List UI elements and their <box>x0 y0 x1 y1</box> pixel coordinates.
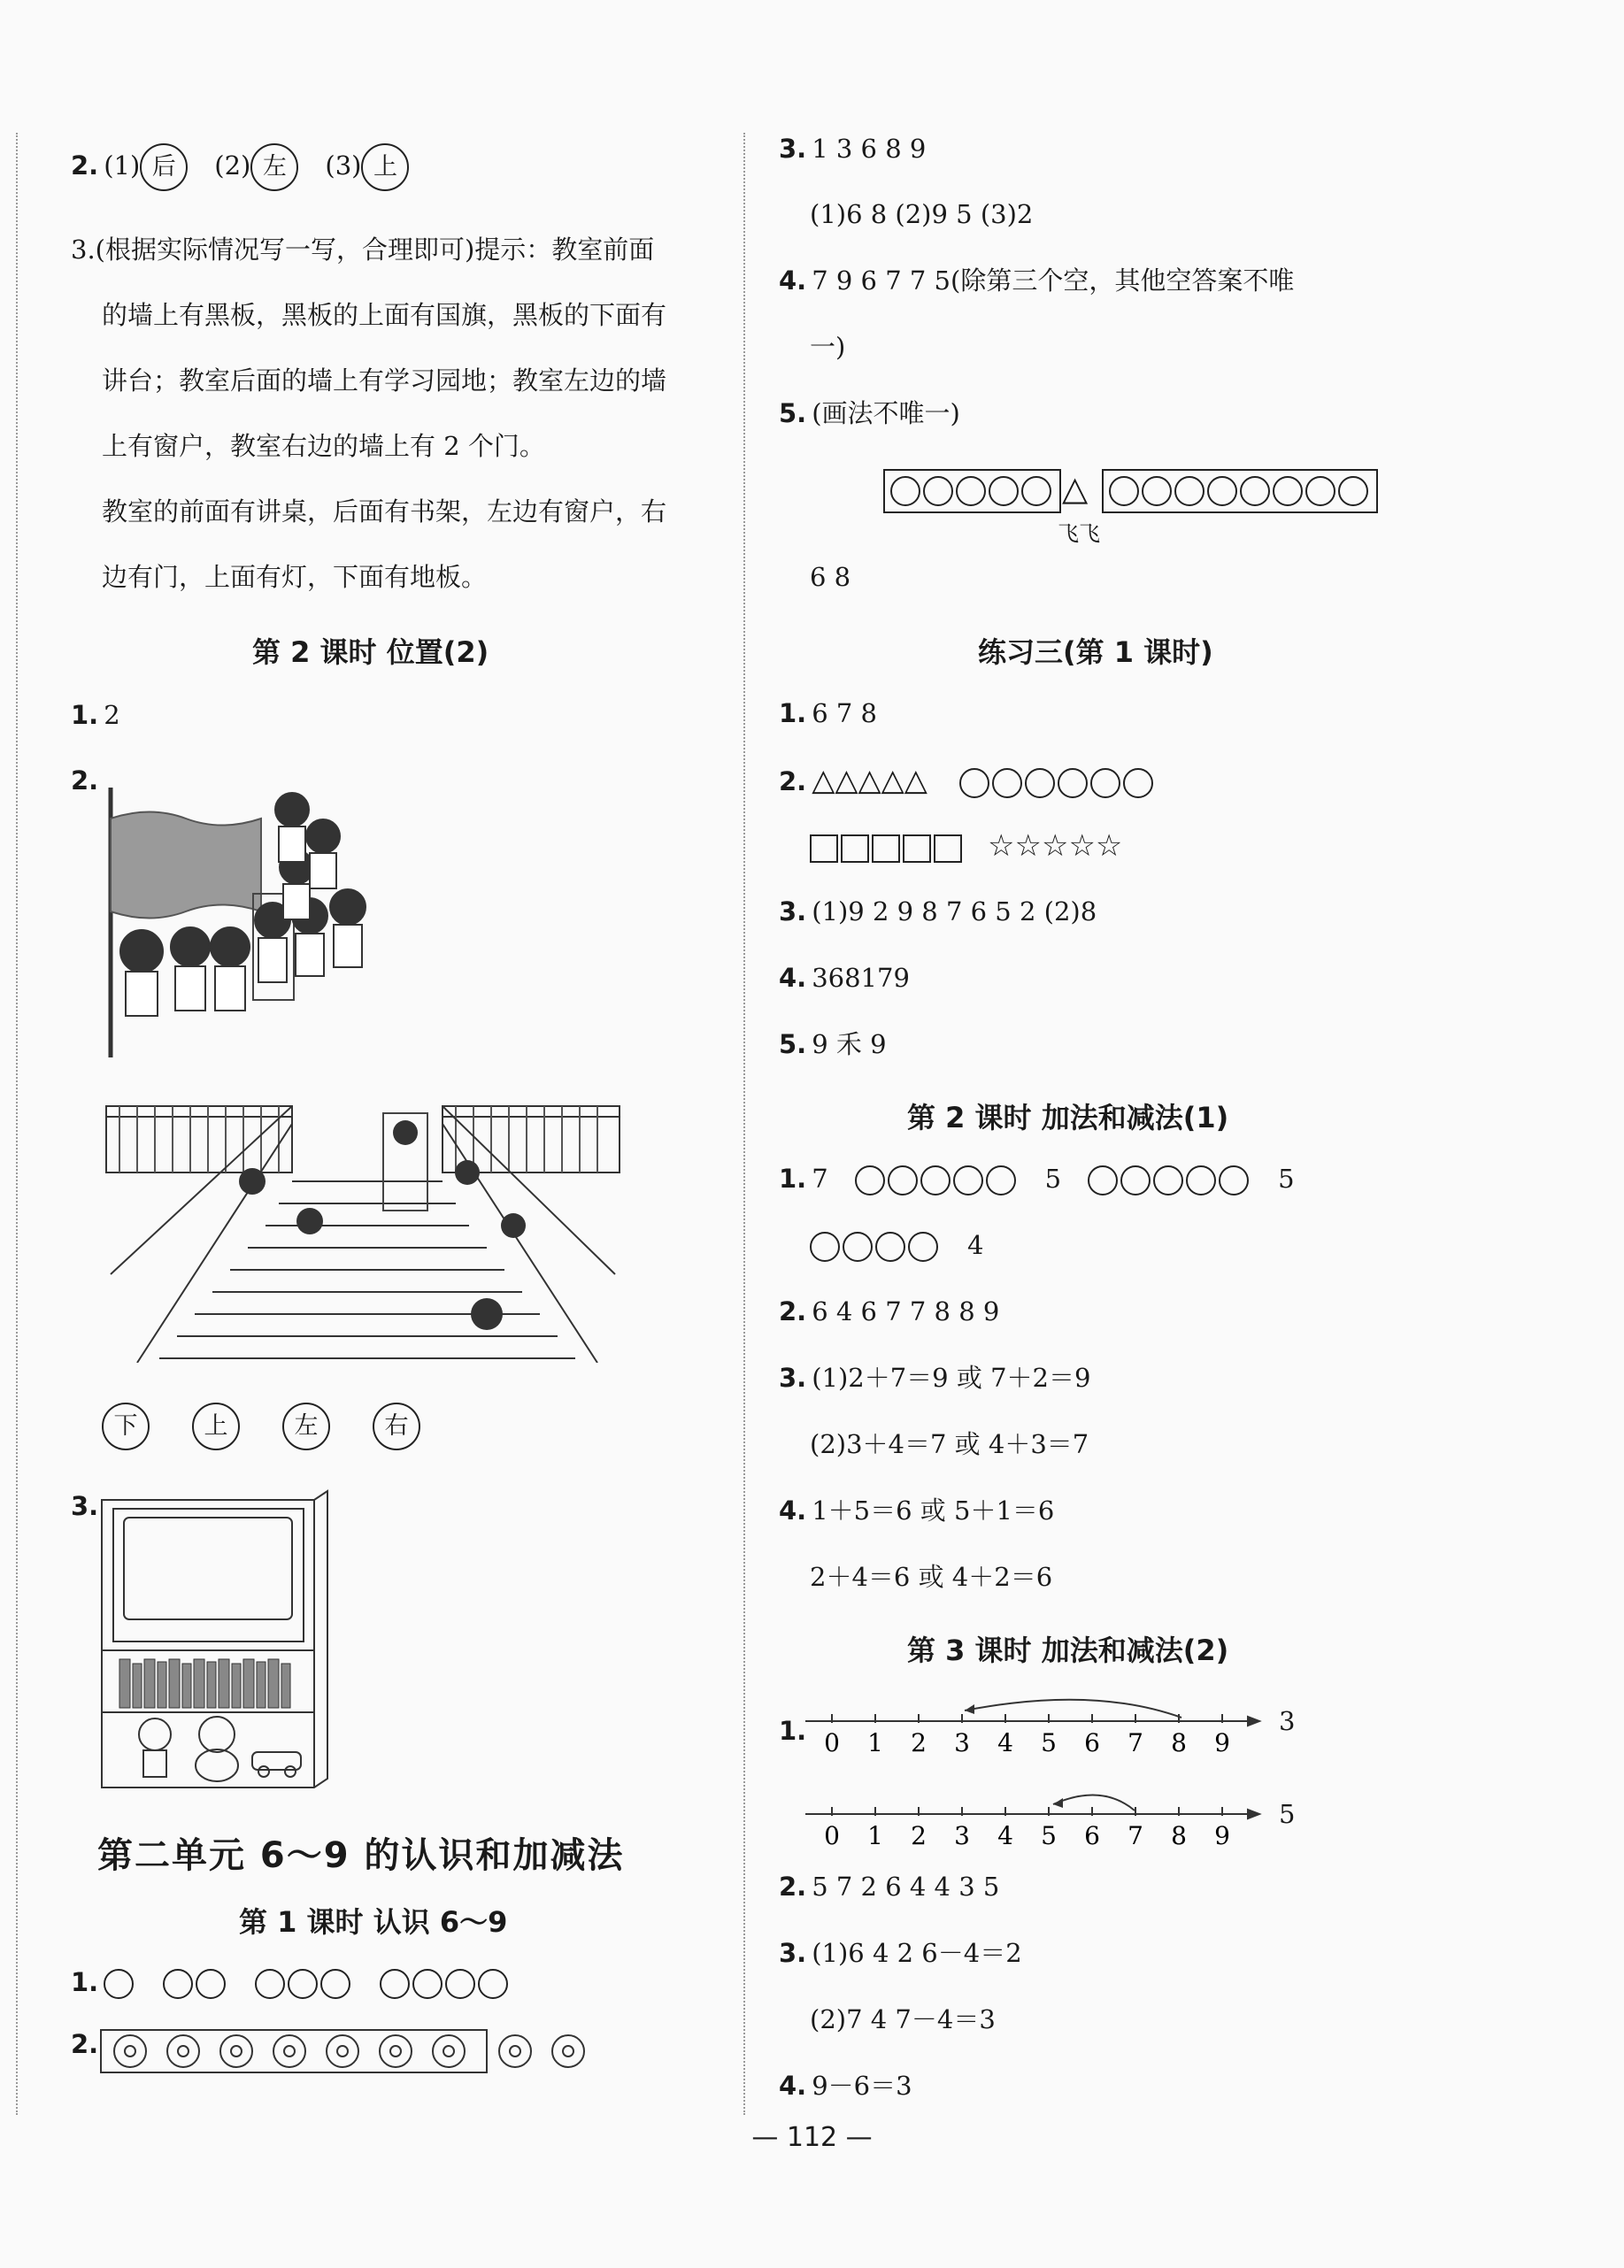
circled-answer: 左 <box>250 143 298 191</box>
answer-l2-q2: 2. 6 4 6 7 7 8 8 9 <box>779 1296 1000 1326</box>
circled-choice: 下 <box>102 1403 150 1450</box>
answer-q3-line: 边有门，上面有灯，下面有地板。 <box>102 562 488 592</box>
answer-q3-line: 教室的前面有讲桌，后面有书架，左边有窗户，右 <box>102 496 667 527</box>
answer-ex3-q3: 3. (1)9 2 9 8 7 6 5 2 (2)8 <box>779 896 1097 926</box>
question-number: 2. <box>71 150 99 181</box>
page-number: — 112 — <box>751 2122 873 2153</box>
circled-answer: 上 <box>361 143 409 191</box>
answer-r-q4-cont: 一) <box>810 332 846 362</box>
section-title: 练习三(第 1 课时) <box>978 635 1213 669</box>
triangle-marker: △ <box>1062 469 1089 508</box>
answer-l2-q1-row2: 4 <box>810 1227 983 1263</box>
section-title: 第 2 课时 加法和减法(1) <box>907 1101 1229 1134</box>
bookshelf-illustration <box>97 1487 332 1792</box>
answer-ex3-q2: 2. △△△△△ <box>779 763 1156 799</box>
answer-l2-q3-b: (2)3＋4＝7 或 4＋3＝7 <box>810 1429 1089 1459</box>
answer-q3-line: 3.(根据实际情况写一写，合理即可)提示：教室前面 <box>71 234 655 265</box>
column-divider <box>743 133 745 2115</box>
answer-ex3-q2-row2: ☆☆☆☆☆ <box>810 828 1122 865</box>
answer-l3-q3: 3. (1)6 4 2 6－4＝2 <box>779 1938 1022 1968</box>
numberline-tick-label: 5 <box>1041 1821 1057 1850</box>
circled-answer: 后 <box>140 143 188 191</box>
unit-title: 第二单元 6～9 的认识和加减法 <box>97 1835 625 1876</box>
flag-children-illustration <box>97 770 398 1062</box>
numberline-tick-label: 3 <box>954 1821 970 1850</box>
answer-u-q2-number: 2. <box>71 2029 99 2059</box>
numberline-tick-label: 1 <box>867 1728 883 1757</box>
stairs-illustration <box>102 1097 624 1363</box>
numberline-tick-label: 3 <box>954 1728 970 1757</box>
numberline-tick-label: 6 <box>1084 1821 1100 1850</box>
numberline-tick-label: 6 <box>1084 1728 1100 1757</box>
numberline-tick-label: 4 <box>997 1728 1013 1757</box>
answer-q3-line: 的墙上有黑板，黑板的上面有国旗，黑板的下面有 <box>102 300 667 330</box>
numberline-tick-label: 5 <box>1041 1728 1057 1757</box>
numberline-tick-label: 8 <box>1171 1728 1187 1757</box>
numberline-tick-label: 9 <box>1214 1821 1230 1850</box>
answer-u-q1: 1. <box>71 1964 511 2000</box>
section-title: 第 2 课时 位置(2) <box>252 635 489 669</box>
left-margin-rule <box>16 133 18 2115</box>
numberline-tick-label: 0 <box>824 1728 840 1757</box>
numberline-tick-label: 9 <box>1214 1728 1230 1757</box>
answer-r-q4: 4. 7 9 6 7 7 5(除第三个空，其他空答案不唯 <box>779 265 1295 296</box>
numberline-tick-label: 7 <box>1128 1821 1143 1850</box>
answer-l2-q1: 1. 7 5 5 <box>779 1164 1295 1194</box>
numberline-tick-label: 1 <box>867 1821 883 1850</box>
numberline-answer-2: 5 <box>1279 1799 1296 1829</box>
numberline-tick-label: 8 <box>1171 1821 1187 1850</box>
answer-r-q3-sub: (1)6 8 (2)9 5 (3)2 <box>810 199 1034 229</box>
flower-row-illustration <box>99 2026 595 2076</box>
circles-box-right <box>1102 469 1378 513</box>
circled-choice: 上 <box>192 1403 240 1450</box>
section-title: 第 3 课时 加法和减法(2) <box>907 1634 1229 1667</box>
answer-ex3-q5: 5. 9 禾 9 <box>779 1029 887 1059</box>
answer-s2-q2-number: 2. <box>71 765 99 796</box>
answer-l3-q2: 2. 5 7 2 6 4 4 3 5 <box>779 1872 1000 1902</box>
answer-ex3-q4: 4. 368179 <box>779 963 910 993</box>
answer-l2-q4: 4. 1＋5＝6 或 5＋1＝6 <box>779 1495 1055 1526</box>
answer-q2: 2. (1) 后 (2) 左 (3) 上 <box>71 143 409 191</box>
answer-s2-q3-number: 3. <box>71 1491 99 1521</box>
numberline-tick-label: 7 <box>1128 1728 1143 1757</box>
answer-r-q5-values: 6 8 <box>810 562 851 592</box>
answer-r-q3: 3. 1 3 6 8 9 <box>779 134 927 164</box>
number-lines <box>801 1695 1270 1863</box>
direction-choices <box>102 1403 420 1450</box>
feifei-label: 飞飞 <box>1058 521 1100 546</box>
answer-ex3-q1: 1. 6 7 8 <box>779 698 877 728</box>
answer-l3-q1-number: 1. <box>779 1716 807 1746</box>
answer-l3-q3-b: (2)7 4 7－4＝3 <box>810 2004 996 2034</box>
circled-choice: 左 <box>282 1403 330 1450</box>
answer-s2-q1: 1. 2 <box>71 700 120 730</box>
answer-l3-q4: 4. 9－6＝3 <box>779 2071 912 2101</box>
answer-q3-line: 讲台；教室后面的墙上有学习园地；教室左边的墙 <box>102 365 667 396</box>
answer-r-q5: 5. (画法不唯一) <box>779 398 960 428</box>
numberline-tick-label: 2 <box>911 1728 927 1757</box>
numberline-tick-label: 2 <box>911 1821 927 1850</box>
answer-l2-q3: 3. (1)2＋7＝9 或 7＋2＝9 <box>779 1363 1091 1393</box>
section-title: 第 1 课时 认识 6～9 <box>239 1905 508 1939</box>
numberline-tick-label: 0 <box>824 1821 840 1850</box>
answer-l2-q4-b: 2＋4＝6 或 4＋2＝6 <box>810 1562 1053 1592</box>
answer-q3-line: 上有窗户，教室右边的墙上有 2 个门。 <box>102 431 545 461</box>
numberline-answer-1: 3 <box>1279 1706 1296 1736</box>
circled-choice: 右 <box>373 1403 420 1450</box>
numberline-tick-label: 4 <box>997 1821 1013 1850</box>
circles-box-left <box>883 469 1061 513</box>
